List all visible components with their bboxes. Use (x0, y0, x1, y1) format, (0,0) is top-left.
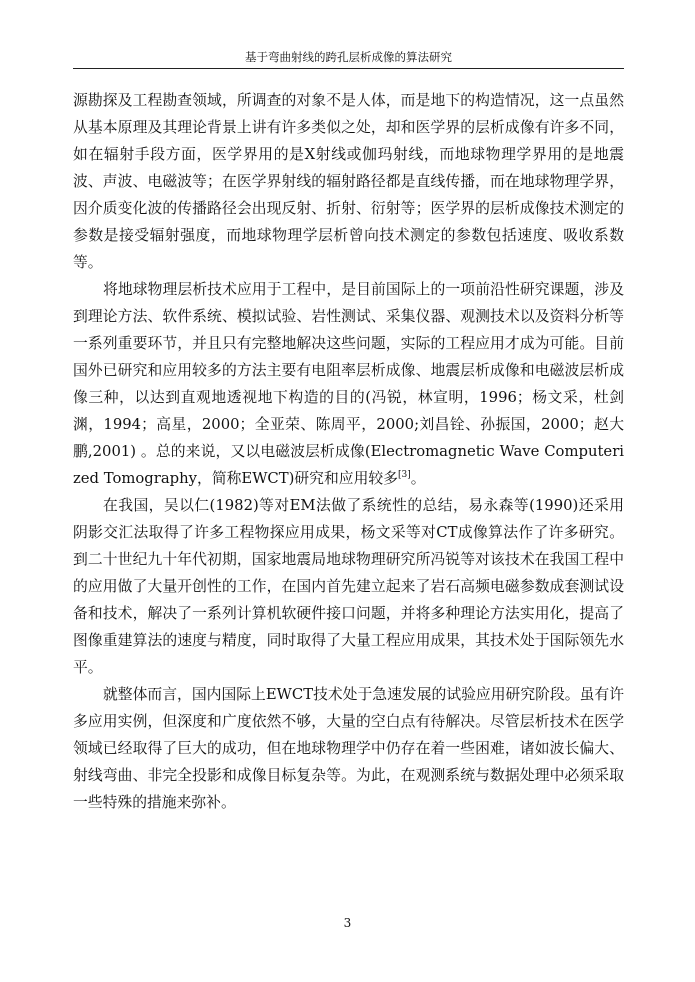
header-divider (73, 68, 624, 69)
page-number: 3 (343, 916, 352, 930)
paragraph-continuation: 源勘探及工程勘查领域，所调查的对象不是人体，而是地下的构造情况，这一点虽然从基本原理及其理论背景上讲有许多类似之处，却和医学界的层析成像有许多不同，如在辐射手段方面，医学界用的是X射线或伽玛射线，而地球物理学界用的是地震波、声波、电磁波等；在医学界射线的辐射路径都是直线传播，而在地球物理学界，因介质变化波的传播路径会出现反射、折射、衍射等；医学界的层析成像技术测定的参数是接受辐射强度，而地球物理学层析曾向技术测定的参数包括速度、吸收系数等。 (73, 92, 624, 271)
running-header: 基于弯曲射线的跨孔层析成像的算法研究 (245, 50, 452, 64)
paragraph-text: 将地球物理层析技术应用于工程中，是目前国际上的一项前沿性研究课题，涉及到理论方法、软件系统、模拟试验、岩性测试、采集仪器、观测技术以及资料分析等一系列重要环节，并且只有完整地解决这些问题，实际的工程应用才成为可能。目前国外已研究和应用较多的方法主要有电阻率层析成像、地震层析成像和电磁波层析成像三种，以达到直观地透视地下构造的目的(冯锐，林宣明，1996；杨文采，杜剑渊，1994；高星，2000；全亚荣、陈周平，2000;刘昌铨、孙振国，2000；赵大鹏,2001) 。总的来说，又以电磁波层析成像(Electromagnetic Wave Computerized Tomography，简称EWCT)研究和应用较多 (73, 281, 624, 487)
citation-reference: [3] (397, 470, 411, 481)
paragraph-domestic-research: 在我国，吴以仁(1982)等对EM法做了系统性的总结，易永森等(1990)还采用阴影交汇法取得了许多工程物探应用成果，杨文采等对CT成像算法作了许多研究。到二十世纪九十年代初期，国家地震局地球物理研究所冯锐等对该技术在我国工程中的应用做了大量开创性的工作，在国内首先建立起来了岩石高频电磁参数成套测试设备和技术，解决了一系列计算机软硬件接口问题，并将多种理论方法实用化，提高了图像重建算法的速度与精度，同时取得了大量工程应用成果，其技术处于国际领先水平。 (73, 497, 624, 676)
paragraph-tomography-applications (73, 276, 624, 492)
paragraph-overall-status: 就整体而言，国内国际上EWCT技术处于急速发展的试验应用研究阶段。虽有许多应用实例，但深度和广度依然不够，大量的空白点有待解决。尽管层析技术在医学领域已经取得了巨大的成功，但在地球物理学中仍存在着一些困难，诸如波长偏大、射线弯曲、非完全投影和成像目标复杂等。为此，在观测系统与数据处理中必须采取一些特殊的措施来弥补。 (73, 686, 624, 811)
paragraph-tail: 。 (410, 470, 426, 487)
document-body (73, 87, 624, 816)
